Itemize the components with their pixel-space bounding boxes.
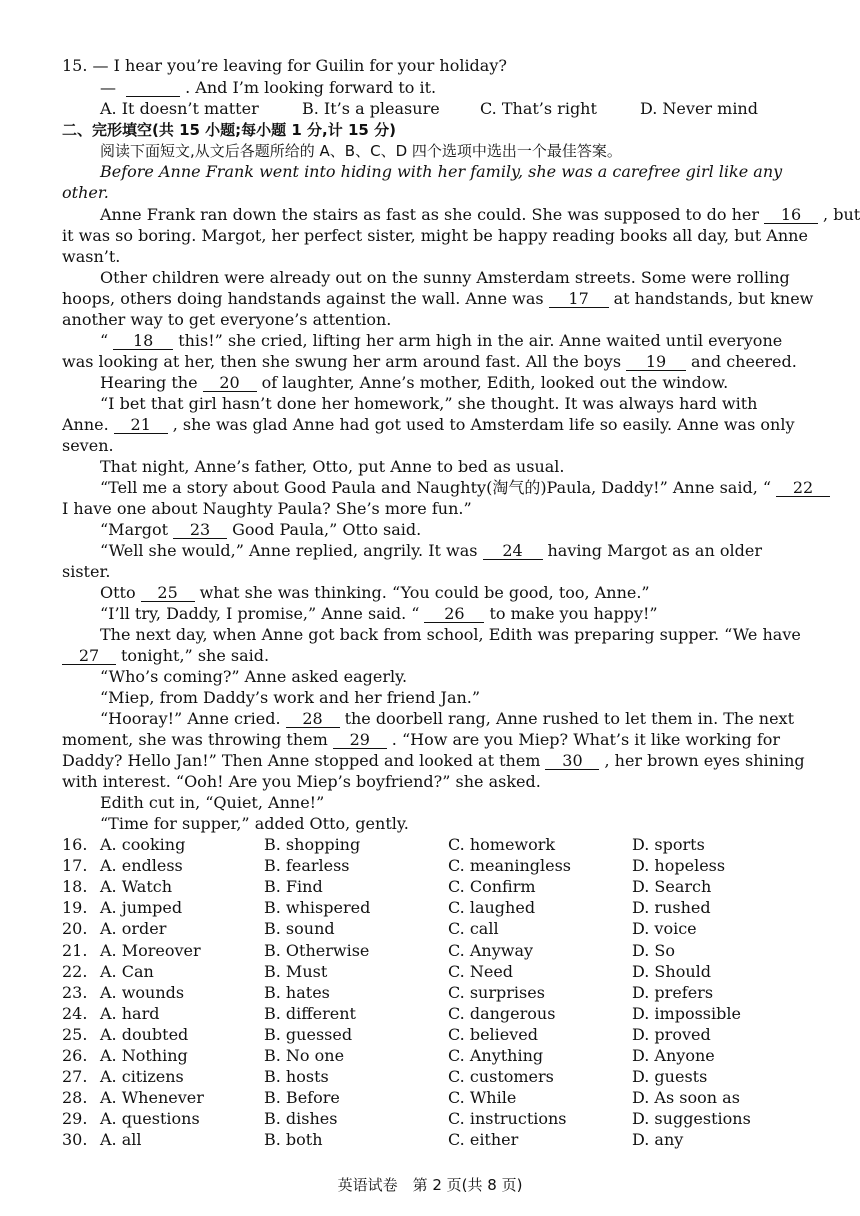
passage-line: “Who’s coming?” Anne asked eagerly. bbox=[100, 667, 408, 686]
passage-line: with interest. “Ooh! Are you Miep’s boyfriend?” she asked. bbox=[62, 772, 541, 791]
passage-line bbox=[100, 604, 802, 625]
choice-option-d[interactable]: D. sports bbox=[632, 835, 705, 854]
q15-line2 bbox=[100, 78, 840, 99]
passage-text: moment, she was throwing them bbox=[62, 730, 328, 749]
passage-text: having Margot as an older bbox=[547, 541, 762, 560]
blank-16: 16 bbox=[764, 206, 818, 224]
passage-line bbox=[100, 373, 802, 394]
passage-line bbox=[62, 352, 802, 373]
choice-row bbox=[62, 1046, 802, 1067]
choice-row bbox=[62, 1109, 802, 1130]
passage-text: Good Paula,” Otto said. bbox=[232, 520, 422, 539]
choice-number: 30. bbox=[62, 1130, 88, 1150]
choice-number: 29. bbox=[62, 1109, 88, 1129]
blank-28: 28 bbox=[286, 710, 340, 728]
passage-text: at handstands, but knew bbox=[613, 289, 814, 308]
choice-option-c[interactable]: C. Anyway bbox=[448, 940, 534, 960]
passage-text: Anne Frank ran down the stairs as fast as she could. She was supposed to do her bbox=[100, 205, 760, 224]
choice-option-d[interactable]: D. Search bbox=[632, 877, 712, 897]
passage-intro-line2: other. bbox=[62, 183, 109, 202]
q15-option-b: B. It’s a pleasure bbox=[302, 99, 440, 118]
blank-22: 22 bbox=[776, 479, 830, 497]
choice-option-d[interactable]: D. So bbox=[632, 940, 676, 960]
passage-text: “Tell me a story about Good Paula and Naughty(淘气的)Paula, Daddy!” Anne said, “ bbox=[100, 478, 772, 497]
choice-option-d[interactable]: D. guests bbox=[632, 1067, 708, 1087]
choice-option-d[interactable]: D. As soon as bbox=[632, 1088, 740, 1108]
choice-option-b[interactable]: B. Before bbox=[264, 1088, 340, 1108]
passage-text: “Margot bbox=[100, 520, 169, 539]
choice-option-b[interactable]: B. dishes bbox=[264, 1109, 338, 1129]
blank-27: 27 bbox=[62, 647, 116, 665]
passage-text: to make you happy!” bbox=[489, 604, 658, 623]
passage-line: “Time for supper,” added Otto, gently. bbox=[100, 814, 409, 833]
choice-option-b[interactable]: B. fearless bbox=[264, 856, 350, 876]
choice-option-d[interactable]: D. suggestions bbox=[632, 1109, 751, 1129]
choice-option-b[interactable]: B. No one bbox=[264, 1046, 345, 1065]
choice-option-b[interactable]: B. Otherwise bbox=[264, 940, 370, 960]
choice-number: 25. bbox=[62, 1024, 88, 1044]
choice-option-c[interactable]: C. instructions bbox=[448, 1109, 567, 1129]
choice-option-b[interactable]: B. sound bbox=[264, 919, 335, 939]
section-title: 二、完形填空(共 15 小题;每小题 1 分,计 15 分) bbox=[62, 121, 396, 139]
choice-number: 17. bbox=[62, 856, 88, 876]
choice-option-b[interactable]: B. both bbox=[264, 1130, 323, 1150]
choice-option-d[interactable]: D. proved bbox=[632, 1024, 711, 1044]
choice-option-d[interactable]: D. rushed bbox=[632, 898, 711, 918]
passage-text: , her brown eyes shining bbox=[604, 751, 805, 770]
choice-option-a[interactable]: A. questions bbox=[100, 1109, 200, 1129]
passage-text: , but bbox=[823, 205, 860, 224]
choice-option-c[interactable]: C. laughed bbox=[448, 898, 536, 918]
choice-option-a[interactable]: A. cooking bbox=[100, 835, 186, 854]
choice-option-d[interactable]: D. voice bbox=[632, 919, 697, 939]
choice-row bbox=[62, 856, 802, 877]
choice-option-c[interactable]: C. dangerous bbox=[448, 1003, 556, 1023]
passage-text: Daddy? Hello Jan!” Then Anne stopped and looked at them bbox=[62, 751, 541, 770]
passage-line bbox=[100, 478, 814, 499]
section-instruction: 阅读下面短文,从文后各题所给的 A、B、C、D 四个选项中选出一个最佳答案。 bbox=[100, 142, 622, 160]
choice-option-c[interactable]: C. customers bbox=[448, 1067, 554, 1087]
passage-text: . “How are you Miep? What’s it like working for bbox=[391, 730, 781, 749]
choice-option-c[interactable]: C. surprises bbox=[448, 982, 545, 1002]
passage-line bbox=[100, 541, 802, 562]
passage-text: “ bbox=[100, 331, 109, 350]
passage-text: tonight,” she said. bbox=[121, 646, 270, 665]
q15-line1 bbox=[62, 56, 802, 77]
blank-25: 25 bbox=[141, 584, 195, 602]
blank-17: 17 bbox=[549, 290, 609, 308]
passage-text: this!” she cried, lifting her arm high in the air. Anne waited until everyone bbox=[178, 331, 783, 350]
choice-row bbox=[62, 1025, 802, 1046]
choice-number: 27. bbox=[62, 1067, 88, 1087]
choice-row bbox=[62, 877, 802, 898]
choice-row bbox=[62, 962, 802, 983]
choice-option-b[interactable]: B. Find bbox=[264, 877, 323, 897]
choice-row bbox=[62, 941, 802, 962]
passage-line: That night, Anne’s father, Otto, put Anne to bed as usual. bbox=[100, 457, 565, 476]
choice-row bbox=[62, 898, 802, 919]
passage-line bbox=[62, 289, 814, 310]
passage-text: and cheered. bbox=[691, 352, 797, 371]
choice-option-d[interactable]: D. impossible bbox=[632, 1003, 741, 1023]
choice-option-d[interactable]: D. hopeless bbox=[632, 856, 726, 876]
choice-option-c[interactable]: C. homework bbox=[448, 835, 556, 854]
choice-option-c[interactable]: C. Confirm bbox=[448, 877, 536, 897]
q15-reply: . And I’m looking forward to it. bbox=[185, 78, 437, 97]
page-footer: 英语试卷 第 2 页(共 8 页) bbox=[337, 1176, 523, 1194]
choice-option-d[interactable]: D. Should bbox=[632, 961, 711, 981]
choice-number: 22. bbox=[62, 961, 88, 981]
passage-line bbox=[100, 520, 802, 541]
choice-option-c[interactable]: C. While bbox=[448, 1088, 517, 1108]
passage-line: Other children were already out on the sunny Amsterdam streets. Some were rolling bbox=[100, 268, 790, 287]
q15-option-c: C. That’s right bbox=[480, 99, 597, 118]
choice-row bbox=[62, 835, 802, 856]
choice-option-d[interactable]: D. Anyone bbox=[632, 1046, 715, 1065]
choice-option-c[interactable]: C. Anything bbox=[448, 1046, 544, 1065]
blank-29: 29 bbox=[333, 731, 387, 749]
passage-text: what she was thinking. “You could be good, too, Anne.” bbox=[199, 583, 650, 602]
choice-option-a[interactable]: A. Whenever bbox=[100, 1088, 204, 1108]
blank-20: 20 bbox=[203, 374, 257, 392]
choice-option-a[interactable]: A. doubted bbox=[100, 1024, 189, 1044]
passage-text: Anne. bbox=[62, 415, 109, 434]
passage-line bbox=[100, 331, 802, 352]
q15-prompt: — I hear you’re leaving for Guilin for your holiday? bbox=[92, 56, 507, 75]
choice-row bbox=[62, 1130, 802, 1151]
passage-intro-line1: Before Anne Frank went into hiding with her family, she was a carefree girl like any bbox=[100, 162, 783, 181]
q15-option-d: D. Never mind bbox=[640, 99, 758, 118]
choice-number: 20. bbox=[62, 919, 88, 939]
choice-option-a[interactable]: A. Nothing bbox=[100, 1046, 188, 1065]
choice-option-a[interactable]: A. wounds bbox=[100, 982, 185, 1002]
passage-line: seven. bbox=[62, 436, 114, 455]
passage-line bbox=[62, 751, 805, 772]
passage-line: “Miep, from Daddy’s work and her friend Jan.” bbox=[100, 688, 481, 707]
passage-line: it was so boring. Margot, her perfect sister, might be happy reading books all day, but Anne bbox=[62, 226, 808, 245]
choice-option-d[interactable]: D. prefers bbox=[632, 982, 714, 1002]
blank-21: 21 bbox=[114, 416, 168, 434]
q15-option-a: A. It doesn’t matter bbox=[100, 99, 259, 118]
choice-row bbox=[62, 1088, 802, 1109]
choice-row bbox=[62, 983, 802, 1004]
choice-option-b[interactable]: B. guessed bbox=[264, 1024, 353, 1044]
passage-line bbox=[62, 730, 802, 751]
passage-text: “I’ll try, Daddy, I promise,” Anne said. “ bbox=[100, 604, 420, 623]
blank-24: 24 bbox=[483, 542, 543, 560]
choice-option-a[interactable]: A. endless bbox=[100, 856, 183, 876]
passage-text: hoops, others doing handstands against the wall. Anne was bbox=[62, 289, 544, 308]
passage-line: I have one about Naughty Paula? She’s more fun.” bbox=[62, 499, 472, 518]
q15-number: 15. bbox=[62, 56, 88, 75]
choice-option-a[interactable]: A. citizens bbox=[100, 1067, 184, 1087]
choice-number: 19. bbox=[62, 898, 88, 918]
choice-number: 28. bbox=[62, 1088, 88, 1108]
passage-text: of laughter, Anne’s mother, Edith, looked out the window. bbox=[261, 373, 729, 392]
blank-26: 26 bbox=[424, 605, 484, 623]
passage-line: “I bet that girl hasn’t done her homework,” she thought. It was always hard with bbox=[100, 394, 758, 413]
passage-text: “Well she would,” Anne replied, angrily. It was bbox=[100, 541, 478, 560]
blank-23: 23 bbox=[173, 521, 227, 539]
choice-option-b[interactable]: B. Must bbox=[264, 961, 328, 981]
passage-line: another way to get everyone’s attention. bbox=[62, 310, 392, 329]
choice-option-a[interactable]: A. all bbox=[100, 1130, 142, 1150]
passage-line: wasn’t. bbox=[62, 247, 121, 266]
passage-line: Edith cut in, “Quiet, Anne!” bbox=[100, 793, 325, 812]
choice-option-d[interactable]: D. any bbox=[632, 1130, 684, 1150]
blank-18: 18 bbox=[113, 332, 173, 350]
passage-text: the doorbell rang, Anne rushed to let them in. The next bbox=[344, 709, 794, 728]
choice-number: 26. bbox=[62, 1046, 88, 1065]
choice-option-c[interactable]: C. meaningless bbox=[448, 856, 571, 876]
passage-line: The next day, when Anne got back from school, Edith was preparing supper. “We have bbox=[100, 625, 801, 644]
passage-text: Hearing the bbox=[100, 373, 198, 392]
q15-blank bbox=[126, 79, 180, 97]
blank-30: 30 bbox=[545, 752, 599, 770]
choice-row bbox=[62, 1004, 802, 1025]
passage-text: , she was glad Anne had got used to Amsterdam life so easily. Anne was only bbox=[172, 415, 795, 434]
choice-number: 24. bbox=[62, 1003, 88, 1023]
choice-number: 16. bbox=[62, 835, 88, 854]
passage-line bbox=[62, 415, 802, 436]
choice-option-c[interactable]: C. either bbox=[448, 1130, 519, 1150]
choice-number: 23. bbox=[62, 982, 88, 1002]
choice-option-b[interactable]: B. whispered bbox=[264, 898, 371, 918]
choice-number: 21. bbox=[62, 940, 88, 960]
passage-line bbox=[100, 583, 802, 604]
choice-option-c[interactable]: C. Need bbox=[448, 961, 514, 981]
q15-dash: — bbox=[100, 78, 116, 97]
choice-option-c[interactable]: C. believed bbox=[448, 1024, 539, 1044]
passage-line bbox=[62, 646, 802, 667]
choice-option-a[interactable]: A. Can bbox=[100, 961, 154, 981]
passage-line bbox=[100, 709, 802, 730]
choice-number: 18. bbox=[62, 877, 88, 897]
choice-row bbox=[62, 1067, 802, 1088]
passage-text: was looking at her, then she swung her arm around fast. All the boys bbox=[62, 352, 622, 371]
choice-option-a[interactable]: A. Watch bbox=[100, 877, 173, 897]
passage-line bbox=[100, 205, 860, 226]
choice-option-a[interactable]: A. hard bbox=[100, 1003, 160, 1023]
choice-option-b[interactable]: B. hosts bbox=[264, 1067, 329, 1087]
choice-option-b[interactable]: B. different bbox=[264, 1003, 356, 1023]
passage-text: “Hooray!” Anne cried. bbox=[100, 709, 281, 728]
choice-option-c[interactable]: C. call bbox=[448, 919, 499, 939]
choice-option-b[interactable]: B. hates bbox=[264, 982, 330, 1002]
choice-row bbox=[62, 919, 802, 940]
choice-option-a[interactable]: A. order bbox=[100, 919, 167, 939]
blank-19: 19 bbox=[626, 353, 686, 371]
passage-line: sister. bbox=[62, 562, 111, 581]
choice-option-a[interactable]: A. jumped bbox=[100, 898, 183, 918]
q15-options bbox=[62, 99, 802, 120]
choice-option-b[interactable]: B. shopping bbox=[264, 835, 361, 854]
passage-text: Otto bbox=[100, 583, 136, 602]
choice-option-a[interactable]: A. Moreover bbox=[100, 940, 201, 960]
